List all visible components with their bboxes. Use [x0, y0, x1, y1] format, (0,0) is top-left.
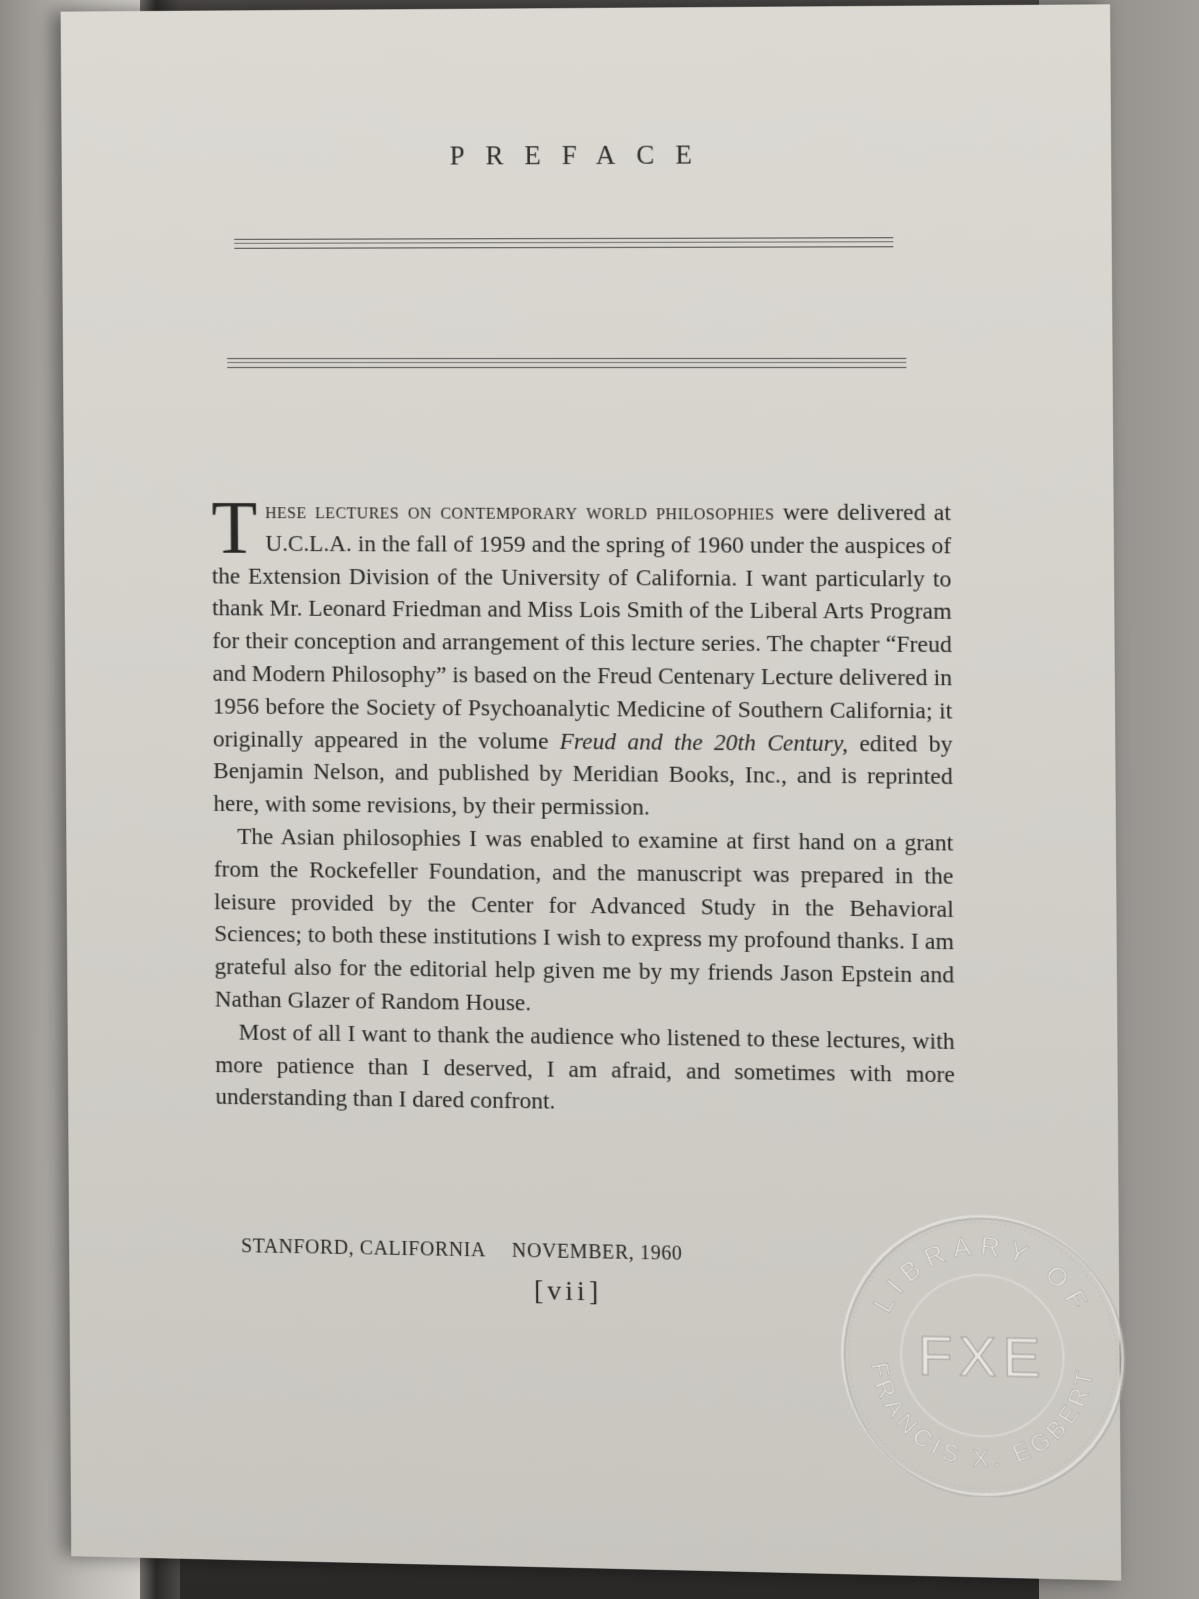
- stamp-bottom-text: FRANCIS X. EGBERT: [864, 1360, 1101, 1473]
- preface-body: [211, 486, 955, 1125]
- signature-date: NOVEMBER, 1960: [511, 1239, 683, 1265]
- opening-smallcaps: hese lectures on contemporary world philosophies: [265, 498, 775, 526]
- page-number: [vii]: [533, 1275, 603, 1308]
- bottom-double-rule: [227, 358, 906, 368]
- signature-line: [241, 1235, 683, 1266]
- paragraph-1: [211, 486, 953, 827]
- library-emboss-stamp: [834, 1202, 1130, 1500]
- signature-place: STANFORD, CALIFORNIA: [241, 1235, 487, 1262]
- page-title: PREFACE: [449, 139, 714, 171]
- stamp-center-monogram: FXE: [917, 1323, 1047, 1390]
- paragraph-1-text-a: were delivered at U.C.L.A. in the fall of 1959 and the spring of 1960 under the auspices of the Extension Division of the University of California. I want particularly to thank Mr. Leonard Friedman and Miss Lois Smith of the Liberal Arts Program for their conception and arrangement of this lecture series. The chapter “Freud and Modern Philosophy” is based on the Freud Centenary Lecture delivered in 1956 before the Society of Psychoanalytic Medicine of Southern California; it originally appeared in the volume: [211, 499, 953, 755]
- paragraph-2: The Asian philosophies I was enabled to examine at first hand on a grant from the Rockefeller Foundation, and the manuscript was prepared in the leisure provided by the Center for Advanced Study in the Behavioral Sciences; to both these institutions I wish to express my profound thanks. I am grateful also for the editorial help given me by my friends Jason Epstein and Nathan Glazer of Random House.: [213, 823, 955, 1017]
- book-title-italic: Freud and the 20th Century,: [559, 728, 849, 757]
- paragraph-1-text-b: edited by Benjamin Nelson, and published by Meridian Books, Inc., and is reprinted here, with some revisions, by their permission.: [213, 730, 953, 821]
- book-page: [61, 4, 1122, 1580]
- top-double-rule: [234, 237, 893, 249]
- paragraph-3: Most of all I want to thank the audience who listened to these lectures, with more patience than I deserved, I am afraid, and sometimes with more understanding than I dared confront.: [215, 1019, 955, 1116]
- drop-cap: T: [211, 486, 258, 570]
- stamp-top-text: LIBRARY OF: [868, 1231, 1096, 1321]
